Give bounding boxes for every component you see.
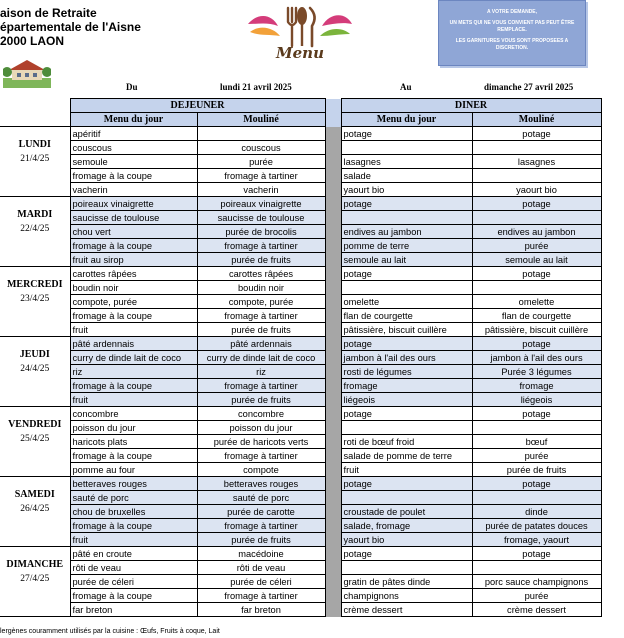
column-separator xyxy=(325,323,341,337)
dejeuner-mouline-cell: fromage à tartiner xyxy=(197,589,325,603)
table-row xyxy=(0,547,601,561)
column-separator xyxy=(325,365,341,379)
diner-mouline-cell: potage xyxy=(472,477,601,491)
table-row xyxy=(0,603,601,617)
day-cell xyxy=(0,267,70,337)
column-separator xyxy=(325,575,341,589)
diner-menu-cell: pâtissière, biscuit cuillère xyxy=(341,323,472,337)
column-separator xyxy=(325,351,341,365)
column-separator xyxy=(325,141,341,155)
allergen-footer: lergènes couramment utilisés par la cuisine : Œufs, Fruits à coque, Lait xyxy=(0,628,220,635)
dejeuner-mouline-cell: poireaux vinaigrette xyxy=(197,197,325,211)
diner-menu-cell: salade, fromage xyxy=(341,519,472,533)
diner-menu-cell xyxy=(341,141,472,155)
day-name: MERCREDI xyxy=(6,279,63,290)
dejeuner-menu-cell: couscous xyxy=(70,141,197,155)
table-row xyxy=(0,127,601,141)
dejeuner-header: DEJEUNER xyxy=(70,99,325,113)
table-row xyxy=(0,211,601,225)
dejeuner-mouline-cell: fromage à tartiner xyxy=(197,169,325,183)
table-row xyxy=(0,421,601,435)
dejeuner-mouline-cell: boudin noir xyxy=(197,281,325,295)
notice-line-3: LES GARNITURES VOUS SONT PROPOSEES A DISCRETION. xyxy=(455,38,569,51)
diner-mouline-cell: semoule au lait xyxy=(472,253,601,267)
table-row xyxy=(0,477,601,491)
day-cell xyxy=(0,407,70,477)
column-separator xyxy=(325,169,341,183)
diner-mouline-cell: potage xyxy=(472,127,601,141)
du-label: Du xyxy=(126,82,138,92)
diner-mouline-cell: liégeois xyxy=(472,393,601,407)
column-separator xyxy=(325,491,341,505)
column-separator xyxy=(325,449,341,463)
dejeuner-mouline-cell: curry de dinde lait de coco xyxy=(197,351,325,365)
diner-mouline-cell: potage xyxy=(472,547,601,561)
diner-mouline-header: Mouliné xyxy=(472,113,601,127)
diner-menu-cell: liégeois xyxy=(341,393,472,407)
dejeuner-mouline-cell: fromage à tartiner xyxy=(197,239,325,253)
dejeuner-mouline-cell: purée de céleri xyxy=(197,575,325,589)
diner-menu-cell: pomme de terre xyxy=(341,239,472,253)
diner-mouline-cell: endives au jambon xyxy=(472,225,601,239)
table-row xyxy=(0,295,601,309)
table-row xyxy=(0,239,601,253)
diner-menu-cell: crème dessert xyxy=(341,603,472,617)
day-cell xyxy=(0,337,70,407)
dejeuner-menu-cell: fromage à la coupe xyxy=(70,169,197,183)
column-separator xyxy=(325,379,341,393)
dejeuner-mouline-cell: purée de haricots verts xyxy=(197,435,325,449)
dejeuner-menu-cell: fruit xyxy=(70,393,197,407)
dejeuner-mouline-cell: purée xyxy=(197,155,325,169)
day-date: 21/4/25 xyxy=(20,154,50,164)
day-cell xyxy=(0,197,70,267)
dejeuner-menu-cell: rôti de veau xyxy=(70,561,197,575)
diner-menu-cell: jambon à l'ail des ours xyxy=(341,351,472,365)
diner-mouline-cell: purée de fruits xyxy=(472,463,601,477)
diner-menu-cell: salade de pomme de terre xyxy=(341,449,472,463)
day-date: 27/4/25 xyxy=(20,574,50,584)
diner-mouline-cell: porc sauce champignons xyxy=(472,575,601,589)
column-separator xyxy=(325,589,341,603)
day-date: 23/4/25 xyxy=(20,294,50,304)
day-name: SAMEDI xyxy=(14,489,55,500)
org-line-1: aison de Retraite xyxy=(0,6,97,20)
dejeuner-menu-cell: fruit xyxy=(70,323,197,337)
column-separator xyxy=(325,547,341,561)
end-date: dimanche 27 avril 2025 xyxy=(484,82,574,92)
diner-menu-cell: potage xyxy=(341,337,472,351)
dejeuner-menu-cell: fromage à la coupe xyxy=(70,379,197,393)
org-line-2: épartementale de l'Aisne xyxy=(0,20,141,34)
table-row xyxy=(0,561,601,575)
diner-mouline-cell: fromage xyxy=(472,379,601,393)
diner-mouline-cell: jambon à l'ail des ours xyxy=(472,351,601,365)
diner-menu-cell: champignons xyxy=(341,589,472,603)
dejeuner-menu-cell: saucisse de toulouse xyxy=(70,211,197,225)
dejeuner-menu-cell: fromage à la coupe xyxy=(70,239,197,253)
dejeuner-menu-cell: poisson du jour xyxy=(70,421,197,435)
diner-menu-cell xyxy=(341,281,472,295)
dejeuner-menu-cell: fruit au sirop xyxy=(70,253,197,267)
column-separator xyxy=(325,183,341,197)
dejeuner-mouline-cell: betteraves rouges xyxy=(197,477,325,491)
table-row xyxy=(0,309,601,323)
diner-mouline-cell: potage xyxy=(472,197,601,211)
diner-menu-cell: potage xyxy=(341,547,472,561)
diner-menu-cell: endives au jambon xyxy=(341,225,472,239)
day-cell xyxy=(0,547,70,617)
dejeuner-mouline-header: Mouliné xyxy=(197,113,325,127)
dejeuner-mouline-cell: vacherin xyxy=(197,183,325,197)
column-separator xyxy=(325,281,341,295)
diner-menu-cell: omelette xyxy=(341,295,472,309)
diner-menu-cell: potage xyxy=(341,197,472,211)
dejeuner-menu-cell: betteraves rouges xyxy=(70,477,197,491)
dejeuner-menu-cell: concombre xyxy=(70,407,197,421)
table-row xyxy=(0,267,601,281)
diner-mouline-cell xyxy=(472,281,601,295)
dejeuner-menu-cell: fromage à la coupe xyxy=(70,449,197,463)
column-separator xyxy=(325,337,341,351)
table-row xyxy=(0,519,601,533)
diner-menu-cell: salade xyxy=(341,169,472,183)
dejeuner-mouline-cell: fromage à tartiner xyxy=(197,309,325,323)
day-cell xyxy=(0,127,70,197)
day-date: 26/4/25 xyxy=(20,504,50,514)
dejeuner-mouline-cell: purée de carotte xyxy=(197,505,325,519)
table-row xyxy=(0,575,601,589)
diner-mouline-cell: potage xyxy=(472,267,601,281)
dejeuner-menu-cell: haricots plats xyxy=(70,435,197,449)
start-date: lundi 21 avril 2025 xyxy=(220,82,292,92)
column-separator xyxy=(325,239,341,253)
table-row xyxy=(0,197,601,211)
dejeuner-menu-cell: compote, purée xyxy=(70,295,197,309)
diner-mouline-cell xyxy=(472,491,601,505)
column-separator xyxy=(325,505,341,519)
day-date: 22/4/25 xyxy=(20,224,50,234)
dejeuner-menu-cell: chou vert xyxy=(70,225,197,239)
diner-menu-cell: potage xyxy=(341,477,472,491)
diner-mouline-cell: Purée 3 légumes xyxy=(472,365,601,379)
dejeuner-menu-cell: apéritif xyxy=(70,127,197,141)
diner-header: DINER xyxy=(341,99,601,113)
dejeuner-mouline-cell: poisson du jour xyxy=(197,421,325,435)
dejeuner-mouline-cell: fromage à tartiner xyxy=(197,519,325,533)
day-name: LUNDI xyxy=(18,139,51,150)
column-separator xyxy=(325,127,341,141)
dejeuner-mouline-cell: sauté de porc xyxy=(197,491,325,505)
notice-box xyxy=(438,0,586,66)
day-cell xyxy=(0,477,70,547)
table-row xyxy=(0,155,601,169)
column-separator xyxy=(325,393,341,407)
dejeuner-mouline-cell: riz xyxy=(197,365,325,379)
dejeuner-menu-cell: semoule xyxy=(70,155,197,169)
dejeuner-menu-du-jour-header: Menu du jour xyxy=(70,113,197,127)
dejeuner-mouline-cell: fromage à tartiner xyxy=(197,379,325,393)
diner-mouline-cell xyxy=(472,421,601,435)
org-name xyxy=(0,6,141,48)
dejeuner-mouline-cell: compote, purée xyxy=(197,295,325,309)
diner-mouline-cell: fromage, yaourt xyxy=(472,533,601,547)
diner-menu-cell: semoule au lait xyxy=(341,253,472,267)
diner-menu-cell xyxy=(341,561,472,575)
diner-mouline-cell: omelette xyxy=(472,295,601,309)
diner-menu-cell: potage xyxy=(341,407,472,421)
dejeuner-menu-cell: fromage à la coupe xyxy=(70,519,197,533)
diner-mouline-cell xyxy=(472,169,601,183)
menu-table xyxy=(0,98,602,617)
diner-mouline-cell xyxy=(472,561,601,575)
dejeuner-mouline-cell: pâté ardennais xyxy=(197,337,325,351)
diner-mouline-cell: dinde xyxy=(472,505,601,519)
dejeuner-menu-cell: chou de bruxelles xyxy=(70,505,197,519)
table-row xyxy=(0,183,601,197)
dejeuner-mouline-cell: purée de brocolis xyxy=(197,225,325,239)
diner-menu-cell: yaourt bio xyxy=(341,533,472,547)
day-date: 24/4/25 xyxy=(20,364,50,374)
diner-menu-cell: gratin de pâtes dinde xyxy=(341,575,472,589)
column-separator xyxy=(325,603,341,617)
dejeuner-mouline-cell xyxy=(197,127,325,141)
dejeuner-mouline-cell: purée de fruits xyxy=(197,533,325,547)
table-row xyxy=(0,337,601,351)
column-separator xyxy=(325,407,341,421)
dejeuner-menu-cell: curry de dinde lait de coco xyxy=(70,351,197,365)
diner-menu-cell: flan de courgette xyxy=(341,309,472,323)
table-row xyxy=(0,463,601,477)
org-line-3: 2000 LAON xyxy=(0,34,65,48)
diner-mouline-cell: potage xyxy=(472,407,601,421)
diner-menu-cell: croustade de poulet xyxy=(341,505,472,519)
dejeuner-mouline-cell: concombre xyxy=(197,407,325,421)
diner-menu-cell: yaourt bio xyxy=(341,183,472,197)
day-name: JEUDI xyxy=(19,349,50,360)
dejeuner-menu-cell: fromage à la coupe xyxy=(70,309,197,323)
table-row xyxy=(0,225,601,239)
dejeuner-menu-cell: boudin noir xyxy=(70,281,197,295)
diner-mouline-cell: flan de courgette xyxy=(472,309,601,323)
diner-mouline-cell: yaourt bio xyxy=(472,183,601,197)
dejeuner-menu-cell: vacherin xyxy=(70,183,197,197)
column-separator xyxy=(325,561,341,575)
diner-mouline-cell xyxy=(472,211,601,225)
diner-mouline-cell xyxy=(472,141,601,155)
column-separator xyxy=(325,267,341,281)
dejeuner-mouline-cell: rôti de veau xyxy=(197,561,325,575)
menu-logo-text: Menu xyxy=(276,44,324,62)
diner-menu-du-jour-header: Menu du jour xyxy=(341,113,472,127)
column-separator xyxy=(325,463,341,477)
dejeuner-mouline-cell: macédoine xyxy=(197,547,325,561)
table-row xyxy=(0,253,601,267)
diner-mouline-cell: bœuf xyxy=(472,435,601,449)
table-row xyxy=(0,505,601,519)
diner-menu-cell: fromage xyxy=(341,379,472,393)
column-separator xyxy=(325,225,341,239)
column-separator xyxy=(325,533,341,547)
day-name: MARDI xyxy=(17,209,53,220)
table-row xyxy=(0,351,601,365)
menu-logo xyxy=(238,2,362,64)
dejeuner-mouline-cell: compote xyxy=(197,463,325,477)
table-row xyxy=(0,407,601,421)
column-separator xyxy=(325,519,341,533)
au-label: Au xyxy=(400,82,412,92)
column-separator xyxy=(325,309,341,323)
dejeuner-menu-cell: purée de céleri xyxy=(70,575,197,589)
diner-menu-cell xyxy=(341,421,472,435)
column-separator xyxy=(325,155,341,169)
table-row xyxy=(0,393,601,407)
table-row xyxy=(0,365,601,379)
dejeuner-menu-cell: pomme au four xyxy=(70,463,197,477)
column-separator xyxy=(325,295,341,309)
table-row xyxy=(0,379,601,393)
table-row xyxy=(0,323,601,337)
table-row xyxy=(0,449,601,463)
diner-menu-cell: lasagnes xyxy=(341,155,472,169)
dejeuner-menu-cell: pâté en croute xyxy=(70,547,197,561)
dejeuner-mouline-cell: purée de fruits xyxy=(197,253,325,267)
dejeuner-menu-cell: pâté ardennais xyxy=(70,337,197,351)
diner-mouline-cell: pâtissière, biscuit cuillère xyxy=(472,323,601,337)
dejeuner-menu-cell: far breton xyxy=(70,603,197,617)
dejeuner-mouline-cell: saucisse de toulouse xyxy=(197,211,325,225)
table-row xyxy=(0,491,601,505)
diner-mouline-cell: crème dessert xyxy=(472,603,601,617)
diner-menu-cell: potage xyxy=(341,267,472,281)
diner-mouline-cell: purée xyxy=(472,589,601,603)
dejeuner-mouline-cell: carottes râpées xyxy=(197,267,325,281)
diner-mouline-cell: purée xyxy=(472,449,601,463)
diner-mouline-cell: potage xyxy=(472,337,601,351)
dejeuner-menu-cell: fromage à la coupe xyxy=(70,589,197,603)
table-row xyxy=(0,435,601,449)
column-separator xyxy=(325,477,341,491)
notice-line-1: A VOTRE DEMANDE, xyxy=(486,9,538,15)
day-date: 25/4/25 xyxy=(20,434,50,444)
diner-mouline-cell: lasagnes xyxy=(472,155,601,169)
diner-menu-cell: roti de bœuf froid xyxy=(341,435,472,449)
column-separator xyxy=(325,421,341,435)
dejeuner-mouline-cell: purée de fruits xyxy=(197,393,325,407)
table-row xyxy=(0,141,601,155)
date-range xyxy=(0,82,624,96)
day-name: DIMANCHE xyxy=(6,559,64,570)
dejeuner-menu-cell: carottes râpées xyxy=(70,267,197,281)
diner-mouline-cell: purée xyxy=(472,239,601,253)
table-row xyxy=(0,589,601,603)
column-separator xyxy=(325,253,341,267)
diner-menu-cell: rosti de légumes xyxy=(341,365,472,379)
diner-menu-cell: fruit xyxy=(341,463,472,477)
diner-menu-cell xyxy=(341,211,472,225)
column-separator xyxy=(325,435,341,449)
dejeuner-menu-cell: riz xyxy=(70,365,197,379)
dejeuner-mouline-cell: fromage à tartiner xyxy=(197,449,325,463)
notice-line-2: UN METS QUI NE VOUS CONVIENT PAS PEUT ÊTRE REMPLACE. xyxy=(449,20,575,33)
dejeuner-menu-cell: sauté de porc xyxy=(70,491,197,505)
table-row xyxy=(0,281,601,295)
dejeuner-mouline-cell: far breton xyxy=(197,603,325,617)
table-row xyxy=(0,533,601,547)
dejeuner-mouline-cell: purée de fruits xyxy=(197,323,325,337)
diner-mouline-cell: purée de patates douces xyxy=(472,519,601,533)
dejeuner-menu-cell: fruit xyxy=(70,533,197,547)
diner-menu-cell: potage xyxy=(341,127,472,141)
column-separator xyxy=(325,197,341,211)
column-separator xyxy=(325,211,341,225)
diner-menu-cell xyxy=(341,491,472,505)
dejeuner-mouline-cell: couscous xyxy=(197,141,325,155)
table-row xyxy=(0,169,601,183)
dejeuner-menu-cell: poireaux vinaigrette xyxy=(70,197,197,211)
day-name: VENDREDI xyxy=(8,419,62,430)
